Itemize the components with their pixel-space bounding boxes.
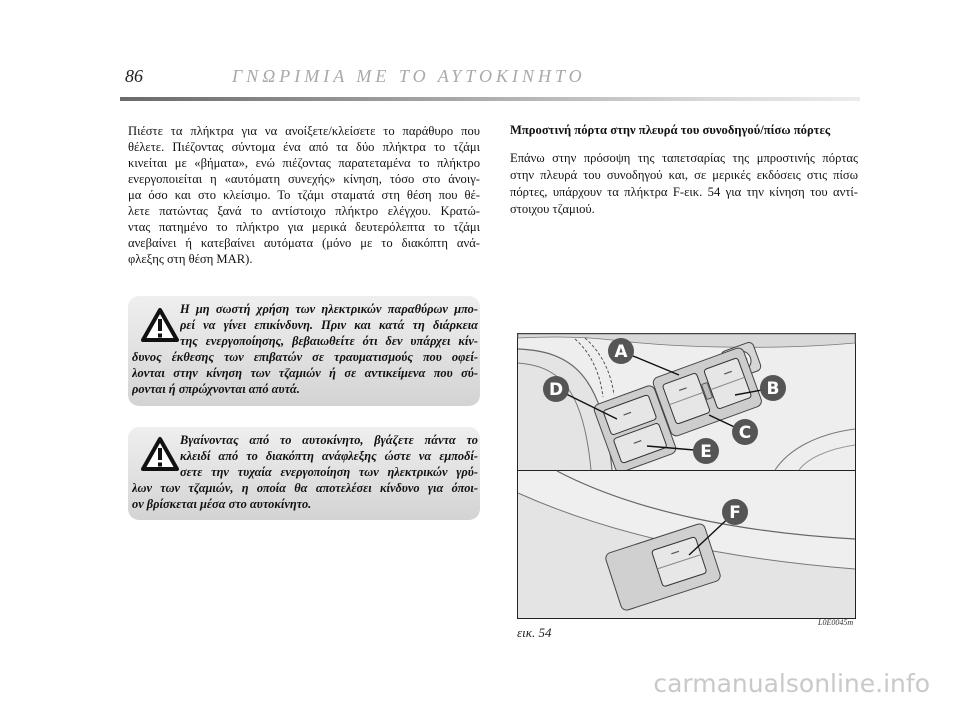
warning-text-line: Βγαίνοντας από το αυτοκίνητο, βγάζετε πάντα το [180, 433, 478, 447]
header-rule [120, 97, 860, 101]
warning-text-line: λονται στην κίνηση των τζαμιών ή σε αντικείμενα που σύ- [132, 366, 478, 380]
callout-b [760, 375, 786, 401]
body-text-line: μα όσο και στο κλείσιμο. Το τζάμι σταματά στη θέση που θέ- [128, 188, 480, 202]
body-text-line: στοιχου τζαμιού. [510, 202, 595, 216]
callout-e-label: E [700, 442, 712, 462]
warning-text-line: κλειδί από το διακόπτη ανάφλεξης ώστε να εμποδί- [180, 449, 478, 463]
callout-c [732, 419, 758, 445]
warning-text-line: ρονται ή σπρώχνονται από αυτά. [132, 382, 300, 396]
figure-window-switches [517, 333, 856, 619]
warning-text-line: σετε την τυχαία ενεργοποίηση των ηλεκτρικών γρύ- [180, 465, 478, 479]
warning-box [128, 296, 480, 406]
warning-text-line: ρεί να γίνει επικίνδυνη. Πριν και κατά τη διάρκεια [180, 318, 478, 332]
body-text-line: πόρτες, υπάρχουν τα πλήκτρα F-εικ. 54 για την κίνηση του αντί- [510, 185, 858, 199]
figure-code: L0E0045m [818, 618, 854, 627]
callout-a-label: A [614, 342, 628, 362]
body-text-line: κινείται με «βήματα», ενώ πιέζοντας παρατεταμένα το πλήκτρο [128, 156, 480, 170]
callout-f [722, 499, 748, 525]
page-number: 86 [125, 66, 143, 86]
callout-a [608, 338, 634, 364]
driver-door-panel [518, 334, 855, 474]
callout-b-label: B [766, 379, 780, 399]
section-heading: Μπροστινή πόρτα στην πλευρά του συνοδηγού/πίσω πόρτες [510, 123, 831, 137]
right-column-text [510, 122, 858, 218]
passenger-door-panel [518, 471, 855, 618]
body-text-line: λετε πατώντας ξανά το αντίστοιχο πλήκτρο ελέγχου. Κρατώ- [128, 204, 480, 218]
chapter-title: ΓΝΩΡΙΜΙΑ ΜΕ ΤΟ ΑΥΤΟΚΙΝΗΤΟ [232, 66, 586, 86]
body-text-line: ντας πατημένο το πλήκτρο για μερικά δευτερόλεπτα το τζάμι [128, 220, 480, 234]
warning-text-line: λων των τζαμιών, η οποία θα αποτελέσει κίνδυνο για όποι- [132, 481, 478, 495]
body-text-line: φλεξης στη θέση MAR). [128, 252, 253, 266]
warning-text-line: ον βρίσκεται μέσα στο αυτοκίνητο. [132, 497, 312, 511]
callout-f-label: F [729, 503, 741, 523]
callout-c-label: C [738, 423, 752, 443]
body-text-line: στην πλευρά του συνοδηγού και, σε μερικές εκδόσεις στις πίσω [510, 168, 858, 182]
watermark: carmanualsonline.info [653, 669, 930, 698]
warning-text-line: δυνος έκθεσης των επιβατών σε τραυματισμούς που οφεί- [132, 350, 478, 364]
callout-e [693, 438, 719, 464]
body-text-line: ανεβαίνει ή κατεβαίνει αυτόματα (μόνο με το διακόπτη ανά- [128, 236, 480, 250]
body-text-line: θέλετε. Πιέζοντας σύντομα ένα από τα δύο πλήκτρα το τζάμι [128, 140, 480, 154]
body-text-line: Πιέστε τα πλήκτρα για να ανοίξετε/κλείσετε το παράθυρο που [128, 124, 480, 138]
callout-d-label: D [548, 380, 564, 400]
warning-text-line: Η μη σωστή χρήση των ηλεκτρικών παραθύρων μπο- [180, 302, 478, 316]
body-text-line: ενεργοποιείται η «αυτόματη συνεχής» κίνηση, τόσο στο άνοιγ- [128, 172, 480, 186]
callout-d [543, 376, 569, 402]
warning-box [128, 427, 480, 520]
left-column-text [128, 123, 480, 267]
window-switch-illustration [517, 333, 856, 619]
figure-caption: εικ. 54 [517, 625, 552, 640]
warning-text-line: της ενεργοποίησης, βεβαιωθείτε ότι δεν υπάρχει κίν- [180, 334, 478, 348]
body-text-line: Επάνω στην πρόσοψη της ταπετσαρίας της μπροστινής πόρτας [510, 151, 858, 165]
